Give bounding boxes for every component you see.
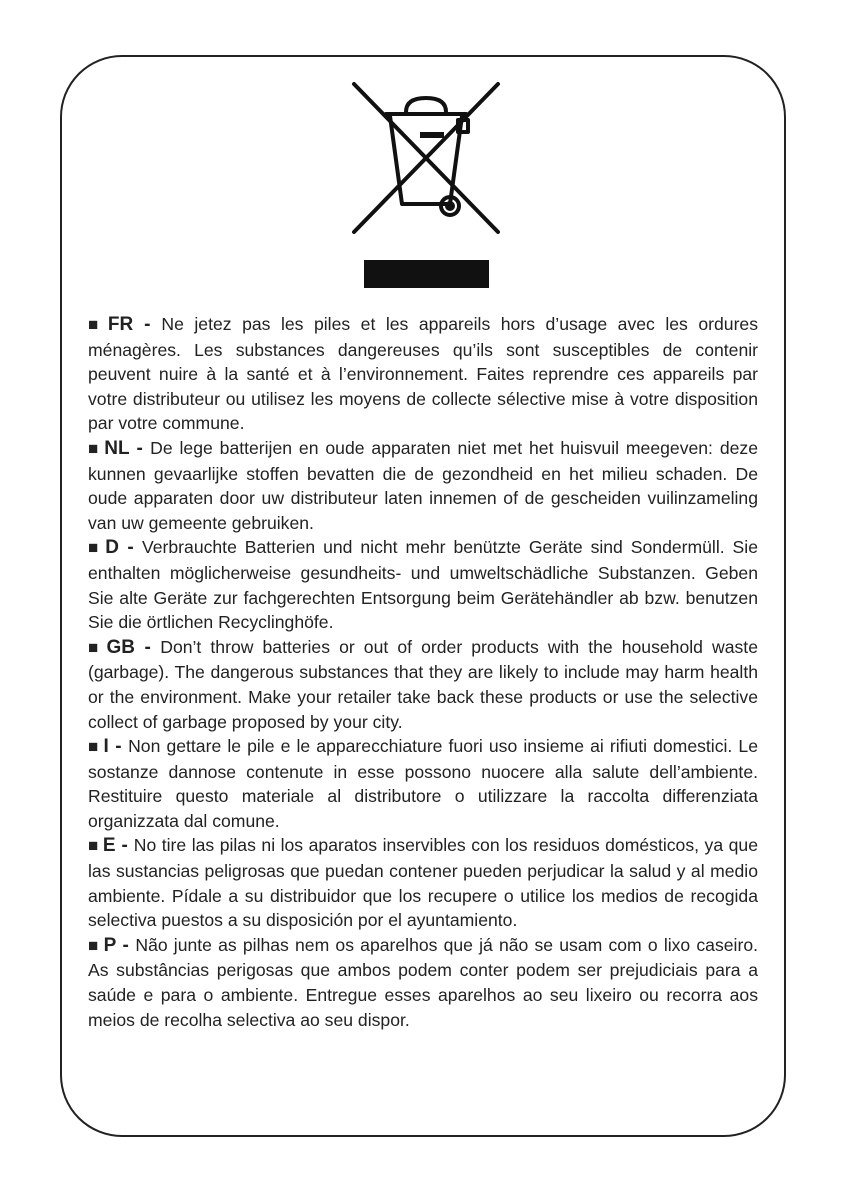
paragraph-i: ■ I - Non gettare le pile e le apparecchiature fuori uso insieme ai rifiuti domestici. Le sostanze dannose contenute in esse possono nuocere alla salute dell’ambiente. Restituire questo materiale al distributore o utilizzare la raccolta differenziata organizzata dal comune. — [88, 736, 758, 831]
paragraph-text: De lege batterijen en oude apparaten niet met het huisvuil meegeven: deze kunnen gevaarlijke stoffen bevatten die de gezondheid en het milieu schaden. De oude apparaten door uw distributeur laten innemen of de gescheiden vuilinzameling van uw gemeente gebruiken. — [88, 437, 758, 533]
language-code: D — [105, 537, 120, 559]
paragraph-gb: ■ GB - Don’t throw batteries or out of order products with the household waste (garbage). The dangerous substances that they are likely to include may harm health or the environment. Make your retailer take back these products or use the selective collect of garbage proposed by your city. — [88, 636, 758, 732]
paragraph-text: Don’t throw batteries or out of order products with the household waste (garbage). The dangerous substances that they are likely to include may harm health or the environment. Make your retailer take back these products or use the selective collect of garbage proposed by your city. — [88, 636, 758, 732]
paragraph-fr: ■ FR - Ne jetez pas les piles et les appareils hors d’usage avec les ordures ménagères. Les substances dangereuses qu’ils sont susceptibles de contenir peuvent nuire à la santé et à l’environnement. Faites reprendre ces appareils par votre distributeur ou utilisez les moyens de collecte sélective mise à votre disposition par votre commune. — [88, 314, 759, 434]
paragraph-text: Verbrauchte Batterien und nicht mehr benützte Geräte sind Sondermüll. Sie enthalten möglicherweise gesundheits- und umweltschädliche Substanzen. Geben Sie alte Geräte zur fachgerechten Entsorgung beim Gerätehändler ab bzw. benutzen Sie die örtlichen Recyclinghöfe. — [88, 537, 758, 633]
paragraph-p: ■ P - Não junte as pilhas nem os aparelhos que já não se usam com o lixo caseiro. As substâncias perigosas que ambos podem conter podem ser prejudiciais para a saúde e para o ambiente. Entregue esses aparelhos ao seu lixeiro ou recorra aos meios de recolha selectiva ao seu dispor. — [88, 934, 758, 1030]
paragraph-text: Non gettare le pile e le apparecchiature fuori uso insieme ai rifiuti domestici. Le sostanze dannose contenute in esse possono nuocere alla salute dell’ambiente. Restituire questo materiale al distributore o utilizzare la raccolta differenziata organizzata dal comune. — [88, 736, 758, 831]
paragraph-text: Não junte as pilhas nem os aparelhos que já não se usam com o lixo caseiro. As substâncias perigosas que ambos podem conter podem ser prejudiciais para a saúde e para o ambiente. Entregue esses aparelhos ao seu lixeiro ou recorra aos meios de recolha selectiva ao seu dispor. — [88, 934, 758, 1030]
bullet-square-icon: ■ — [88, 637, 103, 657]
bullet-square-icon: ■ — [88, 315, 104, 334]
paragraph-nl: ■ NL - De lege batterijen en oude apparaten niet met het huisvuil meegeven: deze kunnen gevaarlijke stoffen bevatten die de gezondheid en het milieu schaden. De oude apparaten door uw distributeur laten innemen of de gescheiden vuilinzameling van uw gemeente gebruiken. — [88, 437, 758, 533]
language-code: I — [103, 736, 109, 758]
bullet-square-icon: ■ — [88, 935, 100, 955]
paragraph-text: No tire las pilas ni los aparatos inservibles con los residuos domésticos, ya que las sustancias peligrosas que puedan contener pueden perjudicar la salud y al medio ambiente. Pídale a su distribuidor que los recupere o utilice los medios de recogida selectiva puestos a su disposición por el ayuntamiento. — [88, 835, 758, 931]
language-code: FR — [107, 314, 134, 335]
bullet-square-icon: ■ — [88, 538, 102, 558]
crossed-out-wheelie-bin-icon — [346, 76, 506, 236]
paragraph-e: ■ E - No tire las pilas ni los aparatos inservibles con los residuos domésticos, ya que las sustancias peligrosas que puedan contener pueden perjudicar la salud y al medio ambiente. Pídale a su distribuidor que los recupere o utilice los medios de recogida selectiva puestos a su disposición por el ayuntamiento. — [88, 835, 758, 931]
disposal-notice-text — [88, 312, 758, 1032]
bullet-square-icon: ■ — [88, 438, 101, 458]
paragraph-text: Ne jetez pas les piles et les appareils hors d’usage avec les ordures ménagères. Les substances dangereuses qu’ils sont susceptibles de contenir peuvent nuire à la santé et à l’environnement. Faites reprendre ces appareils par votre distributeur ou utilisez les moyens de collecte sélective mise à votre disposition par votre commune. — [88, 314, 759, 434]
bullet-square-icon: ■ — [88, 737, 100, 757]
language-code: E — [102, 835, 116, 857]
bullet-square-icon: ■ — [88, 836, 99, 856]
black-bar — [364, 260, 489, 288]
language-code: P — [103, 934, 116, 956]
language-code: GB — [106, 636, 135, 658]
language-code: NL — [104, 437, 130, 459]
paragraph-d: ■ D - Verbrauchte Batterien und nicht mehr benützte Geräte sind Sondermüll. Sie enthalten möglicherweise gesundheits- und umweltschädliche Substanzen. Geben Sie alte Geräte zur fachgerechten Entsorgung beim Gerätehändler ab bzw. benutzen Sie die örtlichen Recyclinghöfe. — [88, 537, 758, 633]
